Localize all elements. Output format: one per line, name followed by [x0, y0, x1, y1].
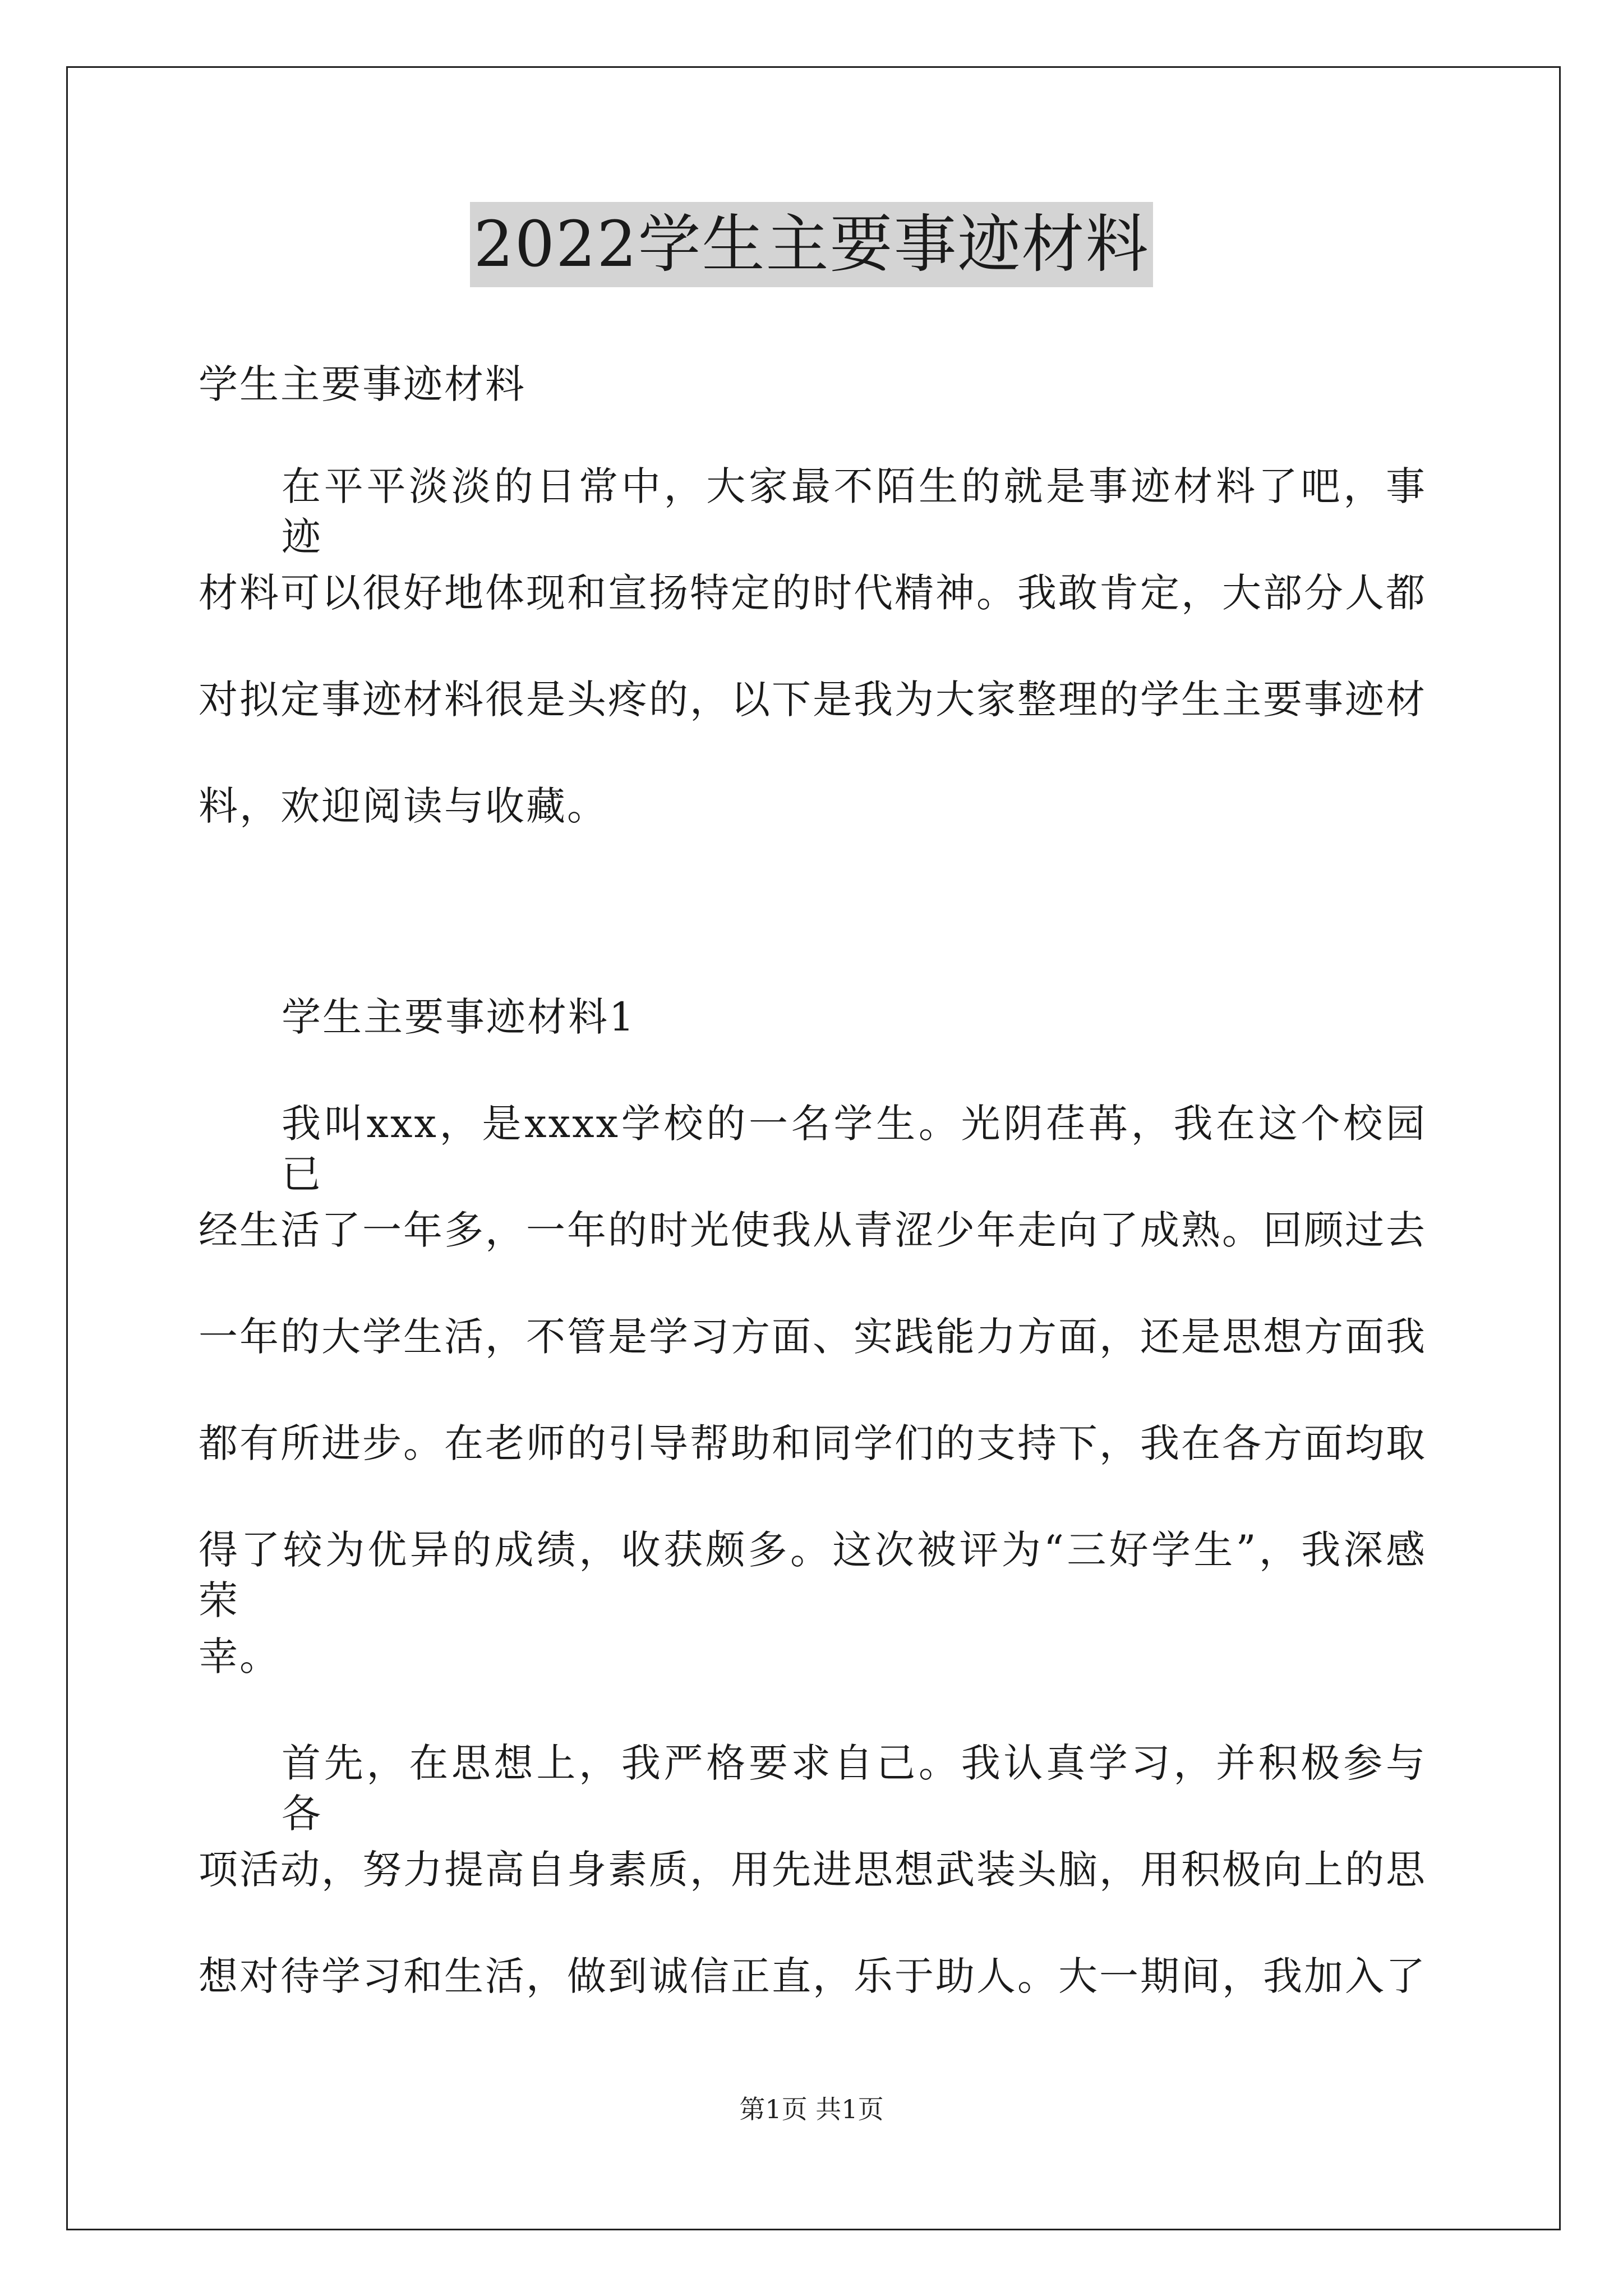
para2-line-3: 想对待学习和生活，做到诚信正直，乐于助人。大一期间，我加入了 — [199, 1953, 1427, 1999]
intro-line-3: 对拟定事迹材料很是头疼的，以下是我为大家整理的学生主要事迹材 — [199, 677, 1427, 723]
title-container — [0, 202, 1623, 287]
intro-line-2: 材料可以很好地体现和宣扬特定的时代精神。我敢肯定，大部分人都 — [199, 570, 1427, 616]
para1-line-6: 幸。 — [199, 1634, 280, 1680]
para1-line-1: 我叫xxx，是xxxx学校的一名学生。光阴荏苒，我在这个校园已 — [282, 1101, 1427, 1197]
para2-line-2: 项活动，努力提高自身素质，用先进思想武装头脑，用积极向上的思 — [199, 1847, 1427, 1893]
document-title: 2022学生主要事迹材料 — [470, 202, 1152, 287]
para1-line-2: 经生活了一年多，一年的时光使我从青涩少年走向了成熟。回顾过去 — [199, 1207, 1427, 1253]
para1-line-3: 一年的大学生活，不管是学习方面、实践能力方面，还是思想方面我 — [199, 1314, 1427, 1360]
document-subtitle: 学生主要事迹材料 — [199, 361, 526, 407]
page-footer: 第1页 共1页 — [739, 2094, 884, 2124]
para2-line-1: 首先，在思想上，我严格要求自己。我认真学习，并积极参与各 — [282, 1740, 1427, 1837]
para1-line-4: 都有所进步。在老师的引导帮助和同学们的支持下，我在各方面均取 — [199, 1420, 1427, 1466]
intro-line-4: 料，欢迎阅读与收藏。 — [199, 783, 608, 829]
para1-line-5: 得了较为优异的成绩，收获颇多。这次被评为“三好学生”，我深感荣 — [199, 1527, 1427, 1623]
section-heading: 学生主要事迹材料1 — [282, 994, 636, 1040]
intro-line-1: 在平平淡淡的日常中，大家最不陌生的就是事迹材料了吧，事迹 — [282, 463, 1427, 560]
